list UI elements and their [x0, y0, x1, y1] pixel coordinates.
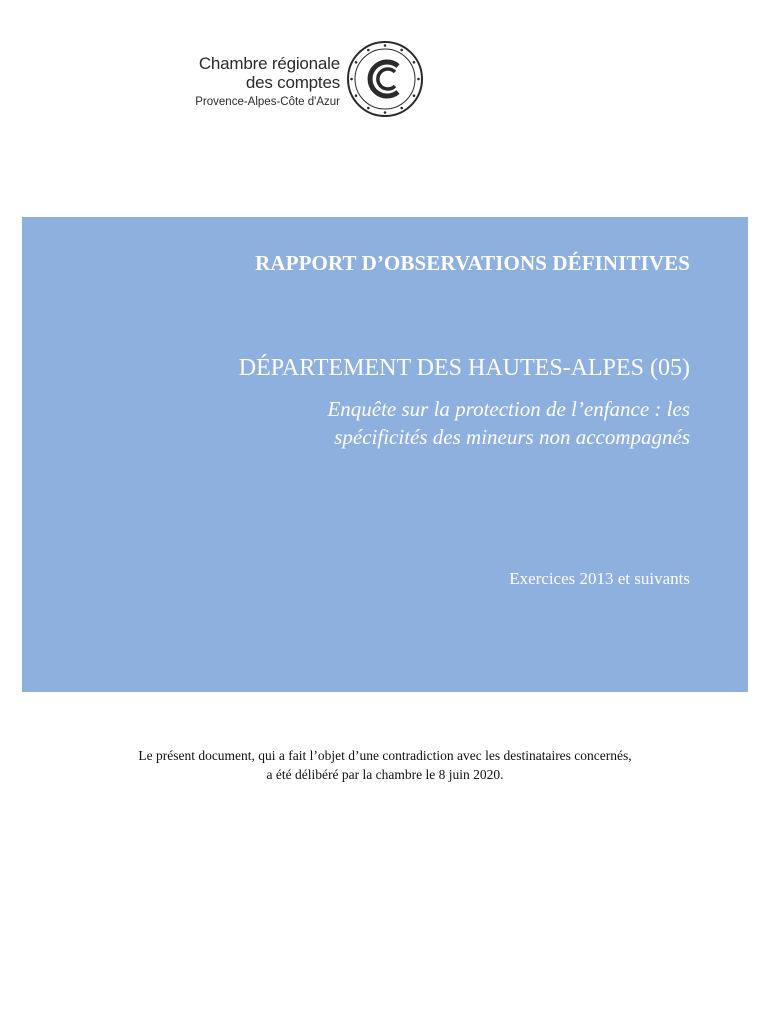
- organization-name: [160, 54, 340, 111]
- note-line1: Le présent document, qui a fait l’objet d’une contradiction avec les destinataires concernés,: [138, 748, 632, 763]
- crc-seal-icon: [346, 40, 424, 118]
- organization-logo: [160, 40, 430, 118]
- document-subtitle: [327, 395, 690, 451]
- org-name-line1: Chambre régionale: [198, 54, 340, 73]
- note-line2: a été délibéré par la chambre le 8 juin 2020.: [266, 767, 504, 782]
- cover-band: [22, 217, 748, 692]
- document-title: DÉPARTEMENT DES HAUTES-ALPES (05): [238, 355, 690, 381]
- org-name-line2: des comptes: [245, 73, 340, 92]
- fiscal-period: Exercices 2013 et suivants: [509, 569, 690, 588]
- org-region: Provence-Alpes-Côte d'Azur: [195, 96, 340, 108]
- report-type: RAPPORT D’OBSERVATIONS DÉFINITIVES: [255, 251, 690, 275]
- subtitle-line1: Enquête sur la protection de l’enfance : les: [327, 397, 690, 421]
- deliberation-note: [0, 746, 770, 784]
- subtitle-line2: spécificités des mineurs non accompagnés: [334, 425, 690, 449]
